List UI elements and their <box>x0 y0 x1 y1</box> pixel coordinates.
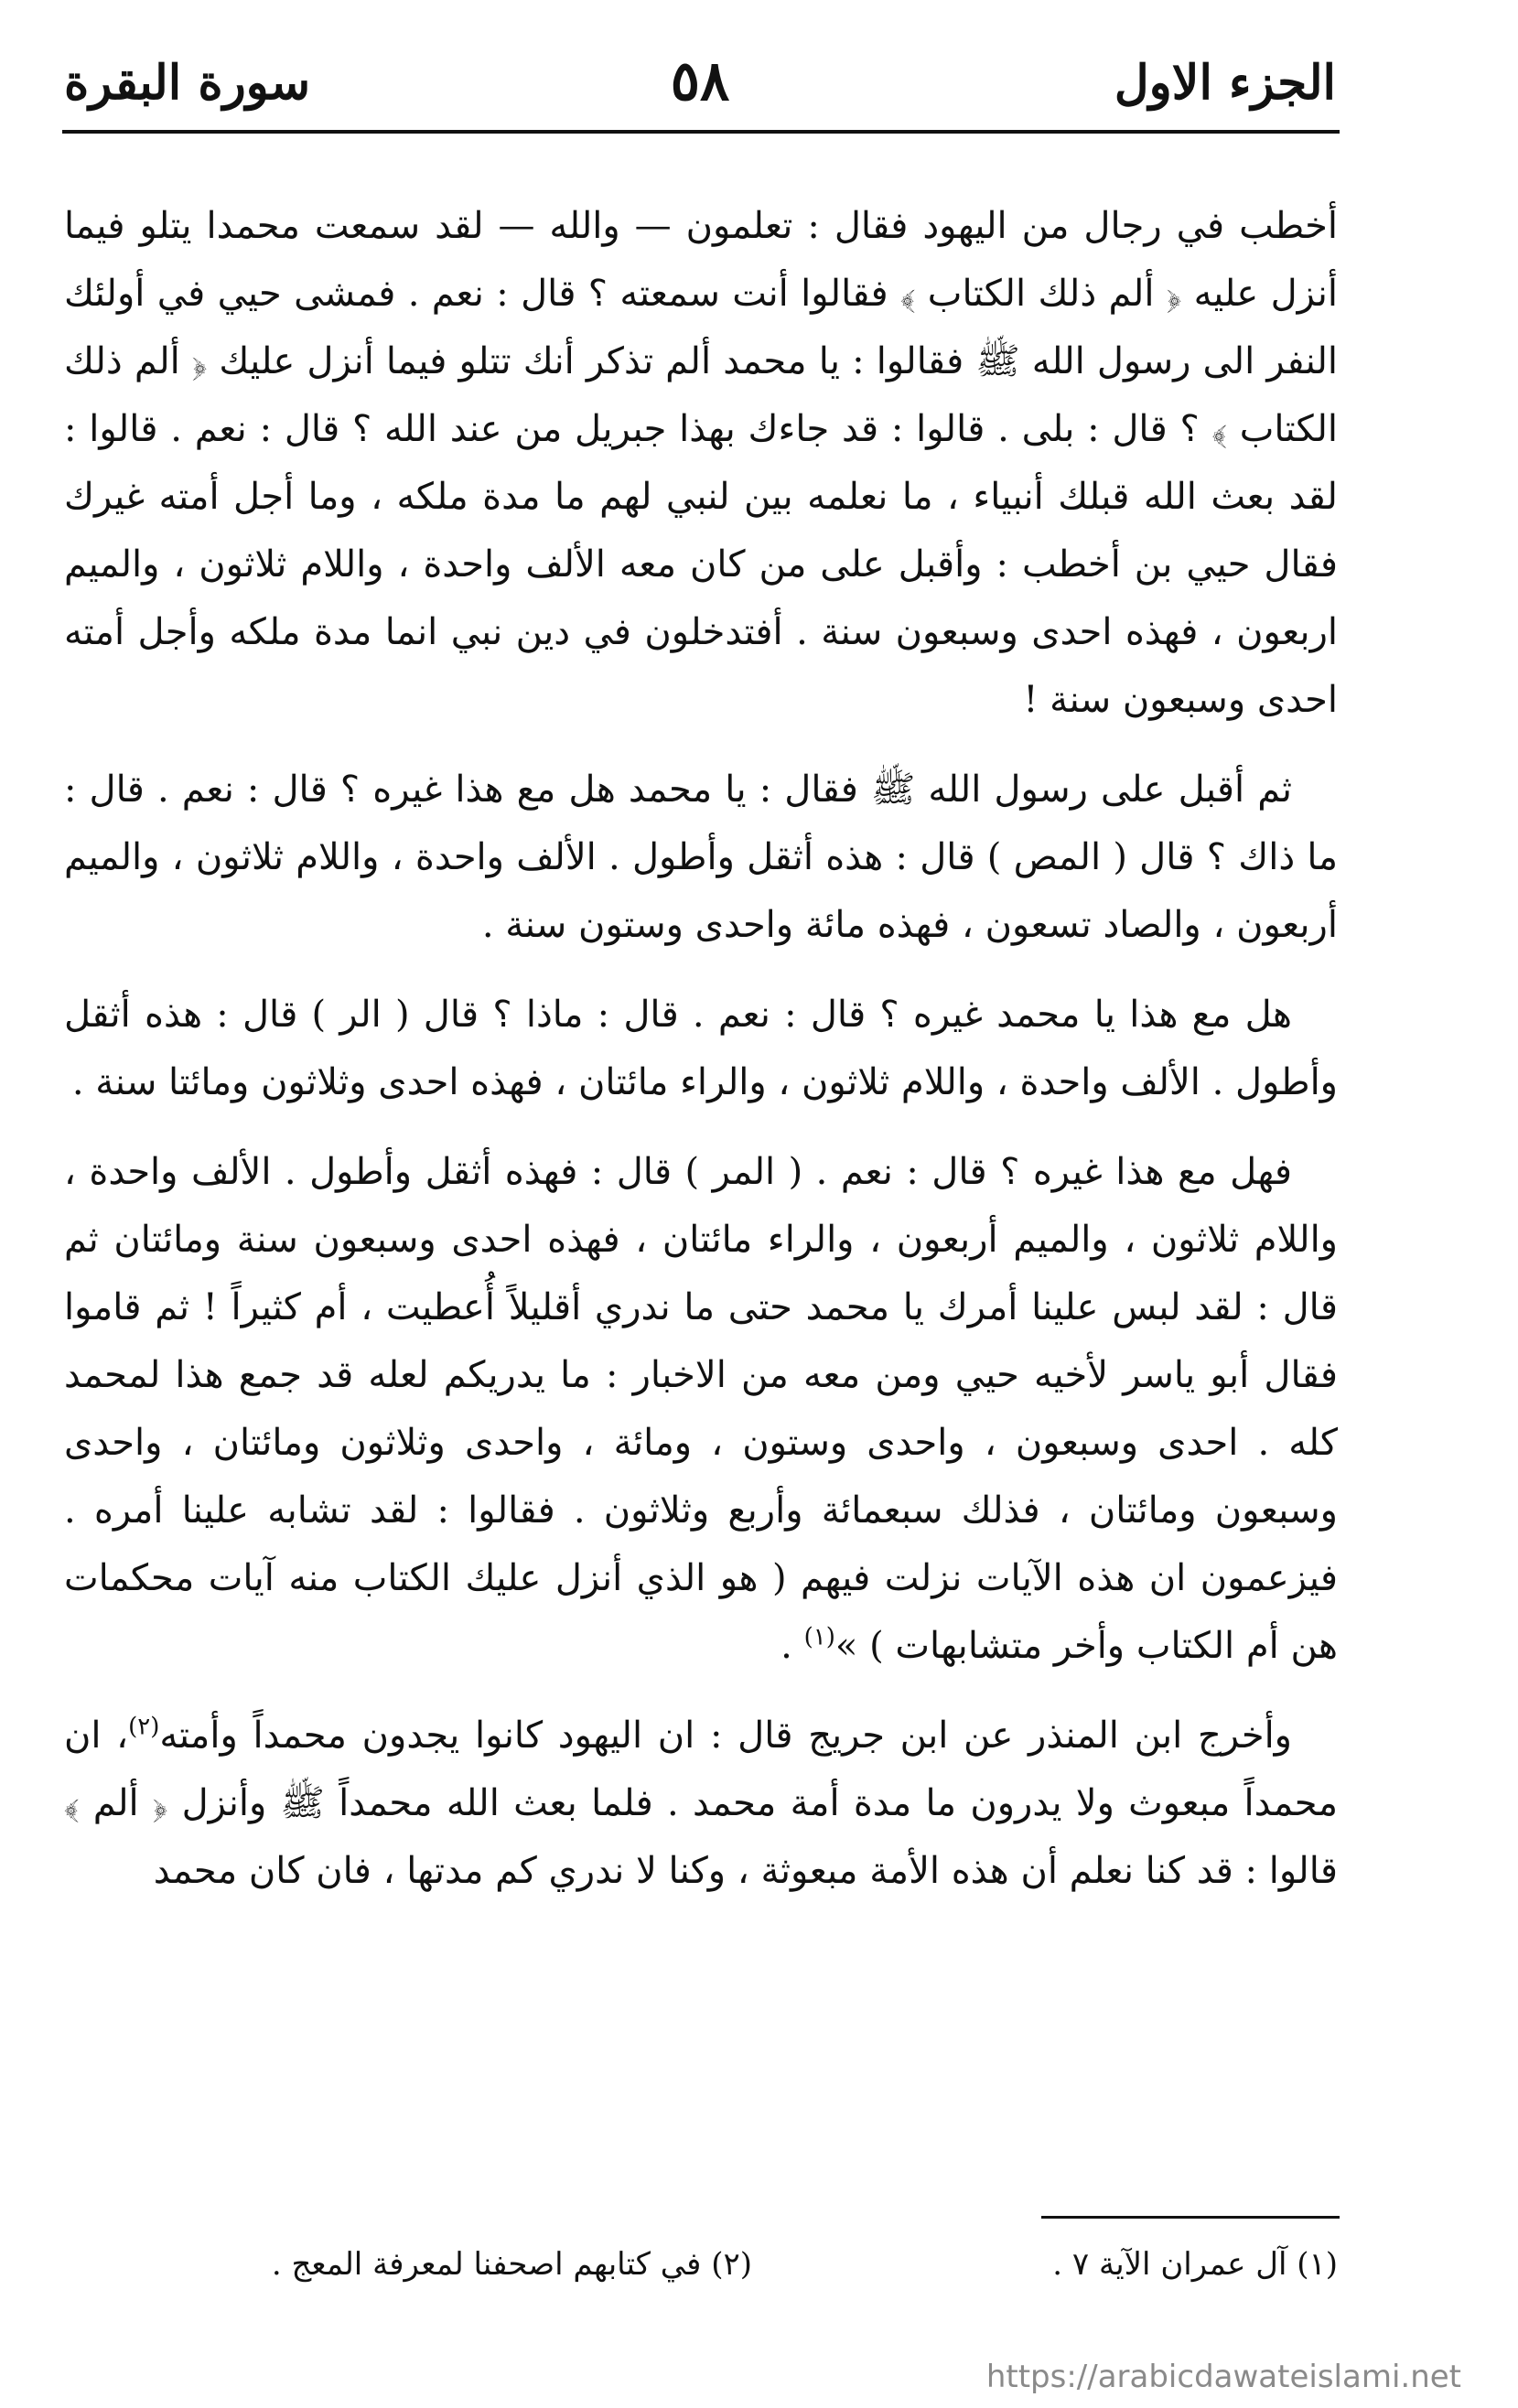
paragraph-3: هل مع هذا يا محمد غيره ؟ قال : نعم . قال : ماذا ؟ قال ( الر ) قال : هذه أثقل وأطول . الألف واحدة ، واللام ثلاثون ، والراء مائتان ، فهذه احدى وثلاثون ومائتا سنة . <box>64 994 1338 1103</box>
paragraph-2: ثم أقبل على رسول الله ﷺ فقال : يا محمد هل مع هذا غيره ؟ قال : نعم . قال : ما ذاك ؟ قال ( المص ) قال : هذه أثقل وأطول . الألف واحدة ، واللام ثلاثون ، والميم أربعون ، والصاد تسعون ، فهذه مائة واحدى وستون سنة . <box>64 769 1338 946</box>
footnote-2: (٢) في كتابهم اصحفنا لمعرفة المعج . <box>271 2246 752 2283</box>
main-text <box>64 192 1338 1905</box>
header-rule <box>62 130 1340 134</box>
watermark-url: https://arabicdawateislami.net <box>985 2359 1461 2395</box>
footnote-rule <box>1041 2216 1340 2219</box>
page-header <box>64 37 1336 128</box>
part-title: الجزء الاول <box>1114 55 1336 111</box>
footnotes <box>64 2246 1338 2301</box>
paragraph-4-end: . <box>781 1625 804 1667</box>
footnote-ref-1: (١) <box>803 1623 835 1651</box>
paragraph-1: أخطب في رجال من اليهود فقال : تعلمون — والله — لقد سمعت محمدا يتلو فيما أنزل عليه ﴿ ألم ذلك الكتاب ﴾ فقالوا أنت سمعته ؟ قال : نعم . فمشى حيي في أولئك النفر الى رسول الله ﷺ فقالوا : يا محمد ألم تذكر أنك تتلو فيما أنزل عليك ﴿ ألم ذلك الكتاب ﴾ ؟ قال : بلى . قالوا : قد جاءك بهذا جبريل من عند الله ؟ قال : نعم . قالوا : لقد بعث الله قبلك أنبياء ، ما نعلمه بين لنبي لهم ما مدة ملكه ، وما أجل أمته غيرك فقال حيي بن أخطب : وأقبل على من كان معه الألف واحدة ، واللام ثلاثون ، والميم اربعون ، فهذه احدى وسبعون سنة . أفتدخلون في دين نبي انما مدة ملكه وأجل أمته احدى وسبعون سنة ! <box>64 205 1339 721</box>
paragraph-5-text-a: وأخرج ابن المنذر عن ابن جريج قال : ان اليهود كانوا يجدون محمداً وأمته <box>159 1715 1293 1757</box>
footnote-ref-2: (٢) <box>128 1713 160 1741</box>
paragraph-4 <box>64 1138 1338 1680</box>
surah-title: سورة البقرة <box>64 55 311 111</box>
page-number: ٥٨ <box>670 49 730 113</box>
paragraph-5-text-b: ، ان محمداً مبعوث ولا يدرون ما مدة أمة محمد . فلما بعث الله محمداً ﷺ وأنزل ﴿ ألم ﴾ قالوا : قد كنا نعلم أن هذه الأمة مبعوثة ، وكنا لا ندري كم مدتها ، فان كان محمد <box>64 1715 1338 1892</box>
paragraph-5 <box>64 1702 1338 1905</box>
footnote-1: (١) آل عمران الآية ٧ . <box>1052 2246 1338 2283</box>
paragraph-4-text: فهل مع هذا غيره ؟ قال : نعم . ( المر ) قال : فهذه أثقل وأطول . الألف واحدة ، واللام ثلاثون ، والميم أربعون ، والراء مائتان ، فهذه احدى وسبعون سنة ومائتان ثم قال : لقد لبس علينا أمرك يا محمد حتى ما ندري أقليلاً أُعطيت ، أم كثيراً ! ثم قاموا فقال أبو ياسر لأخيه حيي ومن معه من الاخبار : ما يدريكم لعله قد جمع هذا لمحمد كله . احدى وسبعون ، واحدى وستون ، ومائة ، واحدى وثلاثون ومائتان ، واحدى وسبعون ومائتان ، فذلك سبعمائة وأربع وثلاثون . فقالوا : لقد تشابه علينا أمره . فيزعمون ان هذه الآيات نزلت فيهم ( هو الذي أنزل عليك الكتاب منه آيات محكمات هن أم الكتاب وأخر متشابهات ) » <box>64 1151 1338 1667</box>
